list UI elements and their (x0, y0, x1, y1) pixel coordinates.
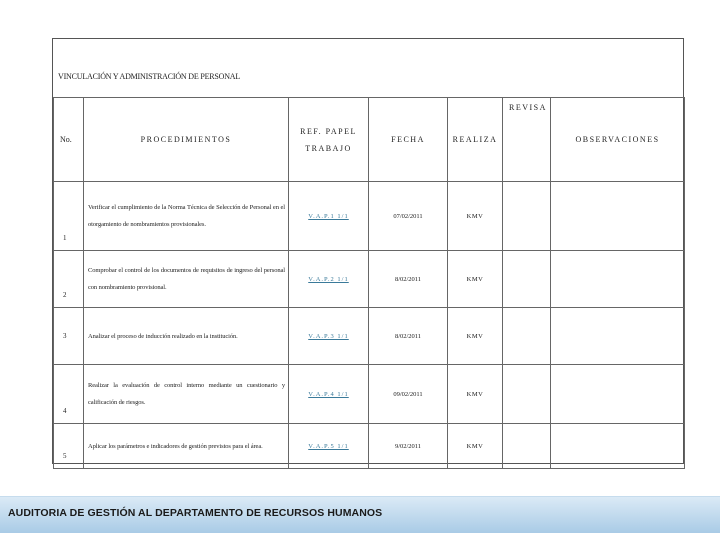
row-date: 07/02/2011 (369, 182, 448, 251)
table-row (54, 251, 685, 308)
row-realiza: KMV (448, 182, 503, 251)
header-ref-papel-trabajo (289, 98, 369, 182)
header-ref-line2: TRABAJO (305, 143, 352, 153)
header-fecha: FECHA (369, 98, 448, 182)
row-revisa (503, 182, 551, 251)
row-observaciones (551, 424, 685, 469)
row-revisa (503, 424, 551, 469)
header-no: No. (54, 98, 84, 182)
row-observaciones (551, 308, 685, 365)
row-date: 9/02/2011 (369, 424, 448, 469)
row-observaciones (551, 251, 685, 308)
row-number: 1 (54, 182, 84, 251)
table-row (54, 365, 685, 424)
footer-banner (0, 496, 720, 533)
row-ref-cell (289, 365, 369, 424)
row-realiza: KMV (448, 308, 503, 365)
row-observaciones (551, 182, 685, 251)
row-procedure: Aplicar los parámetros e indicadores de gestión previstos para el área. (84, 424, 289, 469)
row-ref-link[interactable]: V.A.P.5 1/1 (308, 443, 349, 450)
row-ref-cell (289, 251, 369, 308)
row-ref-cell (289, 424, 369, 469)
row-number: 2 (54, 251, 84, 308)
row-ref-link[interactable]: V.A.P.1 1/1 (308, 213, 349, 220)
row-ref-link[interactable]: V.A.P.3 1/1 (308, 333, 349, 340)
header-procedimientos: PROCEDIMIENTOS (84, 98, 289, 182)
row-revisa (503, 251, 551, 308)
row-date: 8/02/2011 (369, 308, 448, 365)
row-ref-link[interactable]: V.A.P.4 1/1 (308, 391, 349, 398)
section-title: VINCULACIÓN Y ADMINISTRACIÓN DE PERSONAL (58, 72, 241, 81)
procedure-sheet (52, 38, 684, 464)
table-row (54, 308, 685, 365)
row-number: 5 (54, 424, 84, 469)
header-observaciones: OBSERVACIONES (551, 98, 685, 182)
row-revisa (503, 308, 551, 365)
table-header-row (54, 98, 685, 182)
row-date: 8/02/2011 (369, 251, 448, 308)
row-realiza: KMV (448, 424, 503, 469)
row-date: 09/02/2011 (369, 365, 448, 424)
table-row (54, 182, 685, 251)
table-row (54, 424, 685, 469)
row-realiza: KMV (448, 251, 503, 308)
row-procedure: Realizar la evaluación de control interno mediante un cuestionario y calificación de riesgos. (84, 365, 289, 424)
footer-title: AUDITORIA DE GESTIÓN AL DEPARTAMENTO DE RECURSOS HUMANOS (8, 507, 383, 519)
row-observaciones (551, 365, 685, 424)
row-ref-link[interactable]: V.A.P.2 1/1 (308, 276, 349, 283)
row-ref-cell (289, 182, 369, 251)
row-revisa (503, 365, 551, 424)
header-realiza: REALIZA (448, 98, 503, 182)
row-procedure: Verificar el cumplimiento de la Norma Técnica de Selección de Personal en el otorgamiento de nombramientos provisionales. (84, 182, 289, 251)
header-revisa: REVISA (503, 98, 551, 182)
row-number: 4 (54, 365, 84, 424)
procedures-table (53, 97, 685, 469)
row-realiza: KMV (448, 365, 503, 424)
row-number: 3 (54, 308, 84, 365)
row-procedure: Comprobar el control de los documentos de requisitos de ingreso del personal con nombramiento provisional. (84, 251, 289, 308)
row-ref-cell (289, 308, 369, 365)
header-ref-line1: REF. PAPEL (300, 126, 357, 136)
row-procedure: Analizar el proceso de inducción realizado en la institución. (84, 308, 289, 365)
